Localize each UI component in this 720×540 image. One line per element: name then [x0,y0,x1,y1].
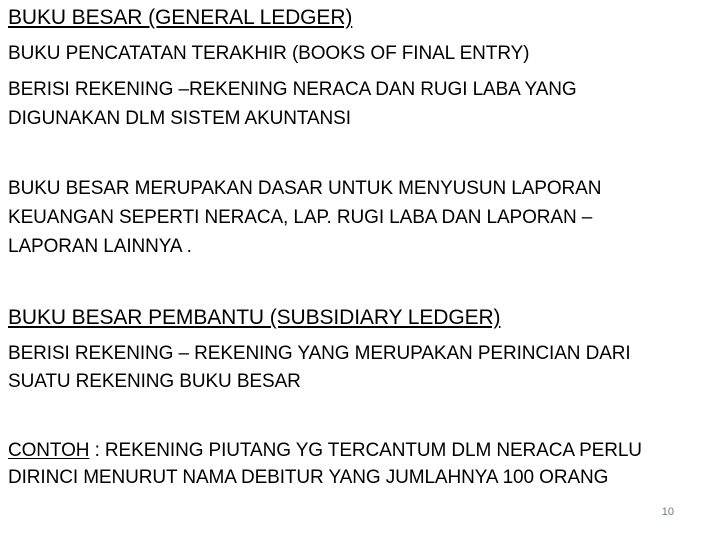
para-1-line-1: BUKU PENCATATAN TERAKHIR (BOOKS OF FINAL ENTRY) [8,43,530,64]
contoh-line-1-text: : REKENING PIUTANG YG TERCANTUM DLM NERACA PERLU [89,440,642,461]
para-2-line-2: KEUANGAN SEPERTI NERACA, LAP. RUGI LABA DAN LAPORAN – [8,207,593,228]
para-3-line-2: SUATU REKENING BUKU BESAR [8,371,301,392]
page-number: 10 [661,506,674,518]
para-2-line-1: BUKU BESAR MERUPAKAN DASAR UNTUK MENYUSUN LAPORAN [8,178,602,199]
heading-general-ledger-text: BUKU BESAR (GENERAL LEDGER) [8,6,353,29]
contoh-label: CONTOH [8,440,90,461]
para-3-line-1: BERISI REKENING – REKENING YANG MERUPAKAN PERINCIAN DARI [8,343,631,364]
para-1-line-3: DIGUNAKAN DLM SISTEM AKUNTANSI [8,108,351,129]
heading-subsidiary-ledger [8,306,500,330]
contoh-line-1 [8,439,642,463]
heading-general-ledger [8,6,352,30]
heading-subsidiary-ledger-text: BUKU BESAR PEMBANTU (SUBSIDIARY LEDGER) [8,306,501,329]
para-1-line-2: BERISI REKENING –REKENING NERACA DAN RUGI LABA YANG [8,79,577,100]
para-2-line-3: LAPORAN LAINNYA . [8,236,192,257]
contoh-line-2: DIRINCI MENURUT NAMA DEBITUR YANG JUMLAHNYA 100 ORANG [8,467,609,488]
